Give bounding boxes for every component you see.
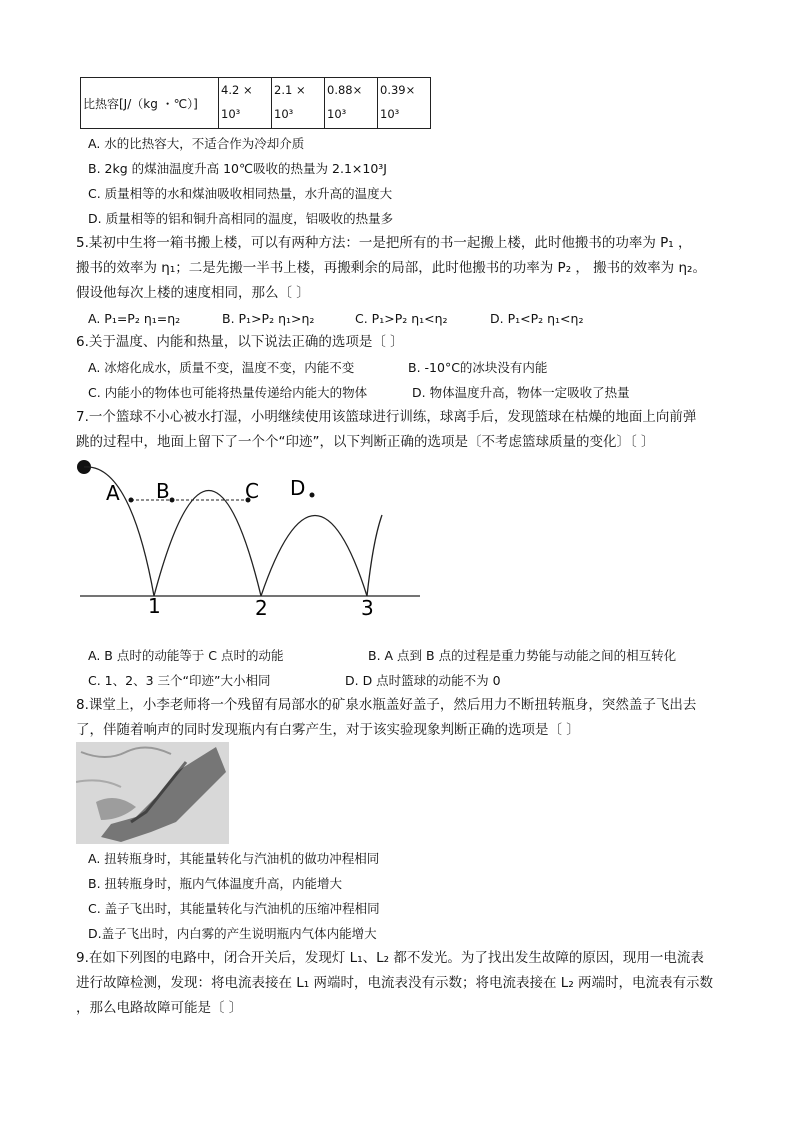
q7-option-a: A. B 点时的动能等于 C 点时的动能 (88, 648, 284, 663)
q6-stem: 6.关于温度、内能和热量，以下说法正确的选项是〔 〕 (76, 334, 404, 350)
specific-heat-table (80, 77, 431, 129)
q4-option-b: B. 2kg 的煤油温度升高 10℃吸收的热量为 2.1×10³J (88, 161, 387, 176)
label-d: D (290, 476, 306, 500)
q6-option-c: C. 内能小的物体也可能将热量传递给内能大的物体 (88, 385, 368, 400)
table-cell: 2.1 × 10³ (272, 78, 325, 129)
q6-option-a: A. 冰熔化成水，质量不变，温度不变，内能不变 (88, 360, 355, 375)
q7-option-b: B. A 点到 B 点的过程是重力势能与动能之间的相互转化 (368, 648, 677, 663)
trajectory-arc-3 (261, 516, 367, 597)
q7-option-c: C. 1、2、3 三个“印迹”大小相同 (88, 673, 271, 688)
q6-option-d: D. 物体温度升高，物体一定吸收了热量 (412, 385, 630, 400)
label-print-1: 1 (148, 594, 161, 618)
trajectory-arc-4 (367, 515, 382, 596)
q8-option-c: C. 盖子飞出时，其能量转化与汽油机的压缩冲程相同 (88, 901, 380, 916)
q5-option-d: D. P₁<P₂ η₁<η₂ (490, 311, 584, 326)
point-b (170, 498, 175, 503)
q6-option-b: B. -10°C的冰块没有内能 (408, 360, 548, 375)
label-print-3: 3 (361, 596, 374, 620)
q5-stem-line3: 假设他每次上楼的速度相同，那么〔 〕 (76, 285, 310, 301)
q7-stem-line1: 7.一个篮球不小心被水打湿，小明继续使用该篮球进行训练，球离手后，发现篮球在枯燥的地面上向前弹 (76, 409, 697, 425)
q8-option-b: B. 扭转瓶身时，瓶内气体温度升高，内能增大 (88, 876, 343, 891)
q7-option-d: D. D 点时篮球的动能不为 0 (345, 673, 501, 688)
q7-stem-line2: 跳的过程中，地面上留下了一个个“印迹”，以下判断正确的选项是〔不考虑篮球质量的变化〕〔 〕 (76, 434, 655, 450)
q8-stem-line2: 了，伴随着响声的同时发现瓶内有白雾产生，对于该实验现象判断正确的选项是〔 〕 (76, 722, 580, 738)
q5-stem-line1: 5.某初中生将一箱书搬上楼，可以有两种方法：一是把所有的书一起搬上楼，此时他搬书的功率为 P₁ ， (76, 235, 692, 251)
label-c: C (245, 479, 259, 503)
q4-option-d: D. 质量相等的铝和铜升高相同的温度，铝吸收的热量多 (88, 211, 394, 226)
q8-stem-line1: 8.课堂上，小李老师将一个残留有局部水的矿泉水瓶盖好盖子，然后用力不断扭转瓶身，突然盖子飞出去 (76, 697, 697, 713)
table-cell: 4.2 × 10³ (219, 78, 272, 129)
q5-stem-line2: 搬书的效率为 η₁；二是先搬一半书上楼，再搬剩余的局部，此时他搬书的功率为 P₂ ， 搬书的效率为 η₂。 (76, 260, 706, 276)
point-a (129, 498, 134, 503)
q9-stem-line1: 9.在如下列图的电路中，闭合开关后，发现灯 L₁、L₂ 都不发光。为了找出发生故障的原因，现用一电流表 (76, 950, 704, 966)
basketball-bounce-diagram (70, 455, 430, 625)
bottle-experiment-photo (76, 742, 229, 844)
table-cell: 0.39× 10³ (378, 78, 431, 129)
label-print-2: 2 (255, 596, 268, 620)
q9-stem-line3: ，那么电路故障可能是〔 〕 (76, 1000, 243, 1016)
table-label: 比热容[J/（kg ・℃）] (81, 78, 219, 129)
point-d (310, 493, 315, 498)
trajectory-arc-2 (154, 491, 261, 597)
q8-option-d: D.盖子飞出时，内白雾的产生说明瓶内气体内能增大 (88, 926, 377, 941)
table-cell: 0.88× 10³ (325, 78, 378, 129)
label-b: B (156, 479, 170, 503)
q4-option-c: C. 质量相等的水和煤油吸收相同热量，水升高的温度大 (88, 186, 393, 201)
q5-option-b: B. P₁>P₂ η₁>η₂ (222, 311, 315, 326)
q9-stem-line2: 进行故障检测，发现：将电流表接在 L₁ 两端时，电流表没有示数；将电流表接在 L₂ 两端时，电流表有示数 (76, 975, 714, 991)
q8-option-a: A. 扭转瓶身时，其能量转化与汽油机的做功冲程相同 (88, 851, 380, 866)
label-a: A (106, 481, 120, 505)
q4-option-a: A. 水的比热容大，不适合作为冷却介质 (88, 136, 305, 151)
q5-option-c: C. P₁>P₂ η₁<η₂ (355, 311, 448, 326)
q5-option-a: A. P₁=P₂ η₁=η₂ (88, 311, 181, 326)
